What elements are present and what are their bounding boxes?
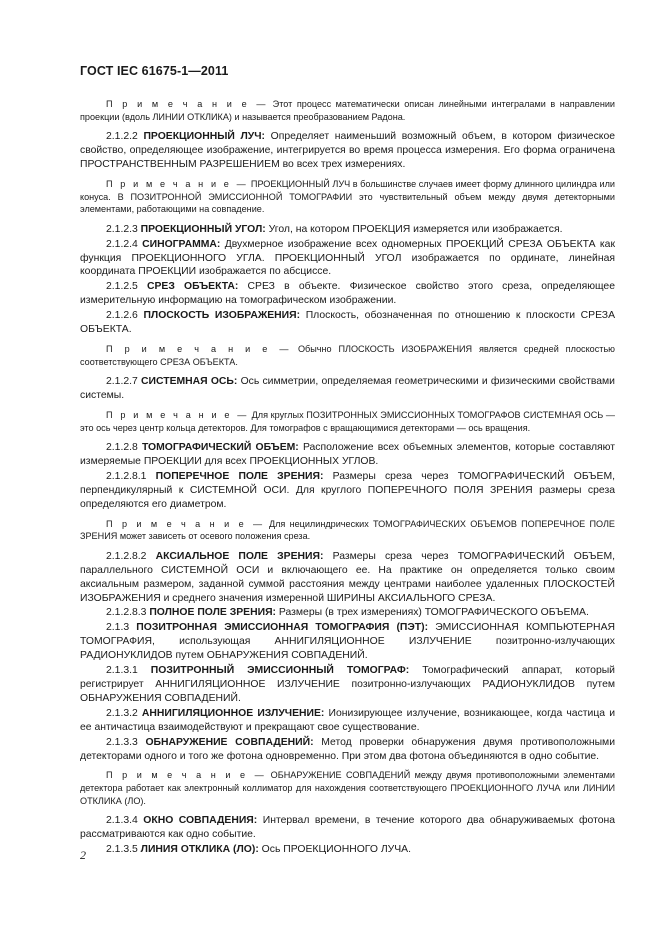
term-name: ОБНАРУЖЕНИЕ СОВПАДЕНИЙ: [145, 736, 314, 748]
definition-text: Определяет наименьший возможный объем, в котором физическое свойство, определяющее изображение, интегрируется во время процесса измерения. Его форма ограничена ПРОСТРАНСТВЕННЫМ РАЗРЕШЕНИЕМ во всех трех измерениях. [80, 131, 616, 170]
term-name: ОКНО СОВПАДЕНИЯ: [143, 815, 258, 827]
clause-number: 2.1.3.2 [106, 707, 138, 719]
definition-text: Томографический аппарат, который регистрирует АННИГИЛЯЦИОННОЕ ИЗЛУЧЕНИЕ позитронно-излучающих РАДИОНУКЛИДОВ путем ОБНАРУЖЕНИЯ СОВПАДЕНИЙ. [80, 665, 615, 704]
definition-paragraph [80, 707, 615, 735]
clause-number: 2.1.2.8 [106, 442, 138, 454]
definition-text: Ось симметрии, определяемая геометрическими и физическими свойствами системы. [80, 376, 615, 402]
definition-text: Ось ПРОЕКЦИОННОГО ЛУЧА. [261, 844, 411, 856]
definition-text: Плоскость, обозначенная по отношению к плоскости СРЕЗА ОБЪЕКТА. [80, 310, 615, 336]
note-paragraph [80, 769, 615, 807]
definition-text: ЭМИССИОННАЯ КОМПЬЮТЕРНАЯ ТОМОГРАФИЯ, использующая АННИГИЛЯЦИОННОЕ ИЗЛУЧЕНИЕ позитронно-излучающих РАДИОНУКЛИДОВ путем ОБНАРУЖЕНИЯ СОВПАДЕНИЙ. [80, 622, 615, 662]
note-label: П р и м е ч а н и е — [106, 409, 249, 420]
clause-number: 2.1.2.7 [106, 376, 138, 388]
definition-paragraph [80, 814, 615, 842]
note-text: Для нецилиндрических ТОМОГРАФИЧЕСКИХ ОБЪЕМОВ ПОПЕРЕЧНОЕ ПОЛЕ ЗРЕНИЯ может зависеть от осевого положения среза. [80, 518, 616, 542]
term-name: ПРОЕКЦИОННЫЙ УГОЛ: [140, 223, 266, 235]
note-label: П р и м е ч а н и е — [106, 178, 249, 189]
definition-paragraph [80, 309, 615, 337]
note-label: П р и м е ч а н и е — [106, 343, 292, 354]
definition-text: Размеры (в трех измерениях) ТОМОГРАФИЧЕСКОГО ОБЪЕМА. [278, 607, 589, 619]
note-text: Для круглых ПОЗИТРОННЫХ ЭМИССИОННЫХ ТОМОГРАФОВ СИСТЕМНАЯ ОСЬ — это ось через центр кольца детекторов. Для томографов с вращающимися детекторами — ось вращения. [80, 409, 615, 433]
term-name: ПОЗИТРОННАЯ ЭМИССИОННАЯ ТОМОГРАФИЯ (ПЭТ): [136, 622, 429, 634]
definition-paragraph [80, 621, 615, 663]
document-header: ГОСТ IEC 61675-1—2011 [80, 64, 229, 78]
note-text: Этот процесс математически описан линейными интегралами в направлении проекции (вдоль ЛИНИИ ОТКЛИКА) и называется преобразованием Радона. [80, 99, 615, 122]
note-label: П р и м е ч а н и е — [106, 518, 265, 529]
definition-text: Угол, на котором ПРОЕКЦИЯ измеряется или изображается. [268, 223, 563, 235]
definition-paragraph [80, 470, 615, 512]
definition-paragraph [80, 223, 615, 237]
definition-paragraph [80, 441, 615, 469]
clause-number: 2.1.2.8.1 [106, 470, 147, 482]
definition-paragraph [80, 280, 615, 308]
term-name: СИСТЕМНАЯ ОСЬ: [141, 376, 238, 388]
clause-number: 2.1.3 [106, 622, 130, 634]
clause-number: 2.1.2.5 [106, 281, 138, 293]
note-paragraph [80, 409, 615, 434]
note-text: ОБНАРУЖЕНИЕ СОВПАДЕНИЙ между двумя противоположными элементами детектора работает как электронный коллиматор для нахождения соответствующего ПРОЕКЦИОННОГО ЛУЧА или ЛИНИИ ОТКЛИКА (ЛО). [80, 770, 615, 806]
definition-text: Двухмерное изображение всех одномерных ПРОЕКЦИЙ СРЕЗА ОБЪЕКТА как функция ПРОЕКЦИОННОГО УГЛА. ПРОЕКЦИОННЫЙ УГОЛ изображается по ординате, линейная координата ПРОЕКЦИИ изображается по абсциссе. [80, 238, 615, 278]
term-name: ПЛОСКОСТЬ ИЗОБРАЖЕНИЯ: [143, 310, 301, 322]
term-name: АКСИАЛЬНОЕ ПОЛЕ ЗРЕНИЯ: [155, 550, 324, 562]
clause-number: 2.1.2.6 [106, 310, 138, 322]
definition-paragraph [80, 130, 615, 172]
term-name: ЛИНИЯ ОТКЛИКА (ЛО): [140, 844, 259, 856]
clause-number: 2.1.3.3 [106, 736, 138, 748]
clause-number: 2.1.3.1 [106, 665, 138, 677]
definition-text: Метод проверки обнаружения двумя противоположными детекторами одного и того же фотона одновременно. При этом два фотона объединяются в одно событие. [80, 736, 615, 762]
definition-paragraph [80, 736, 615, 764]
definition-paragraph [80, 664, 615, 706]
definition-text: Размеры среза через ТОМОГРАФИЧЕСКИЙ ОБЪЕМ, параллельного СИСТЕМНОЙ ОСИ и включающего ее. На практике он определяется только своим аксиальным размером, заданной суммой расстояния между центрами наиболее удаленных ПЛОСКОСТЕЙ ИЗОБРАЖЕНИЯ и среднего значения измеренной ШИРИНЫ АКСИАЛЬНОГО СРЕЗА. [80, 550, 616, 604]
term-name: АННИГИЛЯЦИОННОЕ ИЗЛУЧЕНИЕ: [141, 707, 325, 719]
term-name: СИНОГРАММА: [142, 238, 221, 250]
definition-paragraph [80, 375, 615, 403]
definition-text: Размеры среза через ТОМОГРАФИЧЕСКИЙ ОБЪЕМ, перпендикулярный к СИСТЕМНОЙ ОСИ. Для круглого ПОПЕРЕЧНОГО ПОЛЯ ЗРЕНИЯ размеры среза определяются его диаметром. [80, 470, 615, 510]
term-name: СРЕЗ ОБЪЕКТА: [146, 281, 239, 293]
page-number: 2 [80, 848, 86, 862]
definition-text: Расположение всех объемных элементов, которые составляют измеряемые ПРОЕКЦИИ для всех ПРОЕКЦИОННЫХ УГЛОВ. [80, 442, 615, 468]
note-paragraph [80, 98, 615, 123]
definition-paragraph [80, 606, 615, 620]
term-name: ПОЛНОЕ ПОЛЕ ЗРЕНИЯ: [149, 607, 276, 619]
term-name: ТОМОГРАФИЧЕСКИЙ ОБЪЕМ: [141, 442, 299, 454]
note-paragraph [80, 518, 615, 543]
term-name: ПОЗИТРОННЫЙ ЭМИССИОННЫЙ ТОМОГРАФ: [150, 665, 410, 677]
clause-number: 2.1.2.3 [106, 223, 138, 235]
document-body [80, 92, 615, 858]
note-label: П р и м е ч а н и е — [106, 99, 269, 109]
note-paragraph [80, 178, 615, 216]
definition-text: СРЕЗ в объекте. Физическое свойство этого среза, определяющее измерительную информацию на томографическом изображении. [80, 281, 615, 307]
definition-paragraph [80, 843, 615, 857]
note-text: ПРОЕКЦИОННЫЙ ЛУЧ в большинстве случаев имеет форму длинного цилиндра или конуса. В ПОЗИТРОННОЙ ЭМИССИОННОЙ ТОМОГРАФИИ это чувствительный объем между двумя детекторными элементами, работающими на совпадение. [80, 178, 616, 215]
clause-number: 2.1.3.5 [106, 844, 138, 856]
clause-number: 2.1.2.8.3 [106, 607, 147, 619]
term-name: ПОПЕРЕЧНОЕ ПОЛЕ ЗРЕНИЯ: [155, 470, 324, 482]
clause-number: 2.1.2.4 [106, 238, 138, 250]
clause-number: 2.1.2.2 [106, 131, 138, 143]
definition-paragraph [80, 550, 615, 606]
term-name: ПРОЕКЦИОННЫЙ ЛУЧ: [143, 131, 266, 143]
note-label: П р и м е ч а н и е — [106, 770, 267, 781]
definition-text: Интервал времени, в течение которого два обнаруживаемых фотона рассматриваются как одно событие. [80, 815, 616, 841]
clause-number: 2.1.3.4 [106, 815, 138, 827]
clause-number: 2.1.2.8.2 [106, 550, 147, 562]
definition-paragraph [80, 238, 615, 280]
note-paragraph [80, 343, 615, 368]
note-text: Обычно ПЛОСКОСТЬ ИЗОБРАЖЕНИЯ является средней плоскостью соответствующего СРЕЗА ОБЪЕКТА. [80, 343, 616, 367]
definition-text: Ионизирующее излучение, возникающее, когда частица и ее античастица взаимодействуют и прекращают свое существование. [80, 707, 615, 733]
